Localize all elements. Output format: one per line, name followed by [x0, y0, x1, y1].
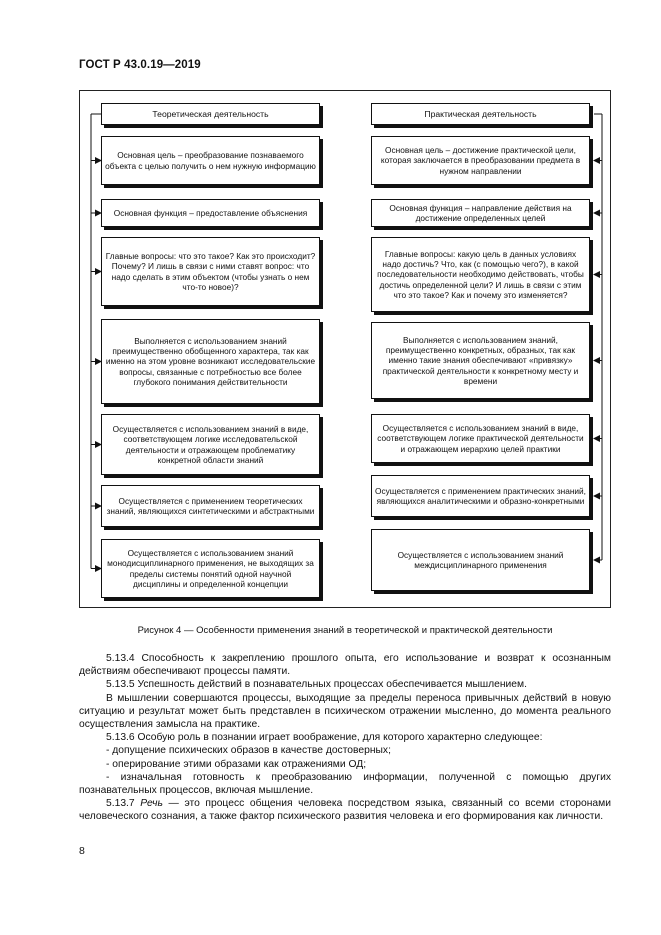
left-box-function: Основная функция – предоставление объяснения	[101, 199, 320, 227]
right-box-function: Основная функция – направление действия на достижение определенных целей	[371, 199, 590, 227]
paragraph-5-13-4: 5.13.4 Способность к закреплению прошлого опыта, его использование и возврат к осознанным действиям обеспечивают процессы памяти.	[79, 653, 611, 678]
list-item-1: - допущение психических образов в качестве достоверных;	[106, 745, 391, 757]
right-box-goal: Основная цель – достижение практической цели, которая заключается в преобразовании предмета в нужном направлении	[371, 136, 590, 185]
right-box-questions: Главные вопросы: какую цель в данных условиях надо достичь? Что, как (с помощью чего?), в какой последовательности необходимо действовать, чтобы достичь определенной цели? И лишь в связи с этим что это такое? Как и почему это изменяется?	[371, 237, 590, 312]
list-item-3: - изначальная готовность к преобразованию информации, полученной с помощью других познавательных процессов, включая мышление.	[79, 771, 611, 797]
document-header: ГОСТ Р 43.0.19—2019	[79, 59, 201, 71]
paragraph-5-13-5: 5.13.5 Успешность действий в познавательных процессах обеспечивается мышлением.	[106, 679, 527, 691]
left-column-title: Теоретическая деятельность	[101, 103, 320, 125]
paragraph-number: 5.13.7	[106, 798, 135, 810]
left-box-knowledge-kind: Осуществляется с применением теоретических знаний, являющихся синтетическими и абстрактными	[101, 485, 320, 527]
right-box-knowledge-kind: Осуществляется с применением практических знаний, являющихся аналитическими и образно-конкретными	[371, 475, 590, 517]
term-speech: Речь	[140, 798, 163, 810]
page-number: 8	[79, 845, 85, 857]
figure-caption: Рисунок 4 — Особенности применения знаний в теоретической и практической деятельности	[137, 625, 553, 636]
left-box-questions: Главные вопросы: что это такое? Как это происходит? Почему? И лишь в связи с ними ставят вопрос: что надо сделать в этим объектом (чтобы узнать о нем что-то новое)?	[101, 237, 320, 306]
list-item-2: - оперирование этими образами как отражениями ОД;	[106, 758, 367, 770]
left-box-knowledge-form: Осуществляется с использованием знаний в виде, соответствующем логике исследовательской деятельности и отражающем проблематику конкретной области знаний	[101, 414, 320, 475]
left-box-discipline: Осуществляется с использованием знаний монодисциплинарного применения, не выходящих за пределы системы понятий одной научной дисциплины и определенной концепции	[101, 539, 320, 598]
right-box-discipline: Осуществляется с использованием знаний междисциплинарного применения	[371, 529, 590, 591]
right-column-title: Практическая деятельность	[371, 103, 590, 125]
body-text	[79, 652, 611, 824]
right-box-knowledge-type: Выполняется с использованием знаний, преимущественно конкретных, образных, так как именно такие знания обеспечивают «привязку» практической деятельности к конкретному месту и времени	[371, 322, 590, 399]
left-box-knowledge-type: Выполняется с использованием знаний преимущественно обобщенного характера, так как именно на этом уровне возникают исследовательские вопросы, связанные с потребностью все более глубокого понимания действительности	[101, 319, 320, 404]
left-box-goal: Основная цель – преобразование познаваемого объекта с целью получить о нем нужную информацию	[101, 136, 320, 185]
paragraph-thinking: В мышлении совершаются процессы, выходящие за пределы переноса привычных действий в новую ситуацию и результат может быть представлен в психическом отражении мысленно, до момента реального осуществления замысла на практике.	[79, 692, 611, 731]
right-box-knowledge-form: Осуществляется с использованием знаний в виде, соответствующем логике практической деятельности и отражающем иерархию целей практики	[371, 414, 590, 463]
paragraph-5-13-6: 5.13.6 Особую роль в познании играет воображение, для которого характерно следующее:	[106, 732, 543, 744]
paragraph-text: — это процесс общения человека посредством языка, связанный со всеми сторонами человеческого сознания, а также фактор психического развития человека и его формирования как личности.	[79, 798, 611, 823]
paragraph-5-13-7	[79, 797, 611, 823]
